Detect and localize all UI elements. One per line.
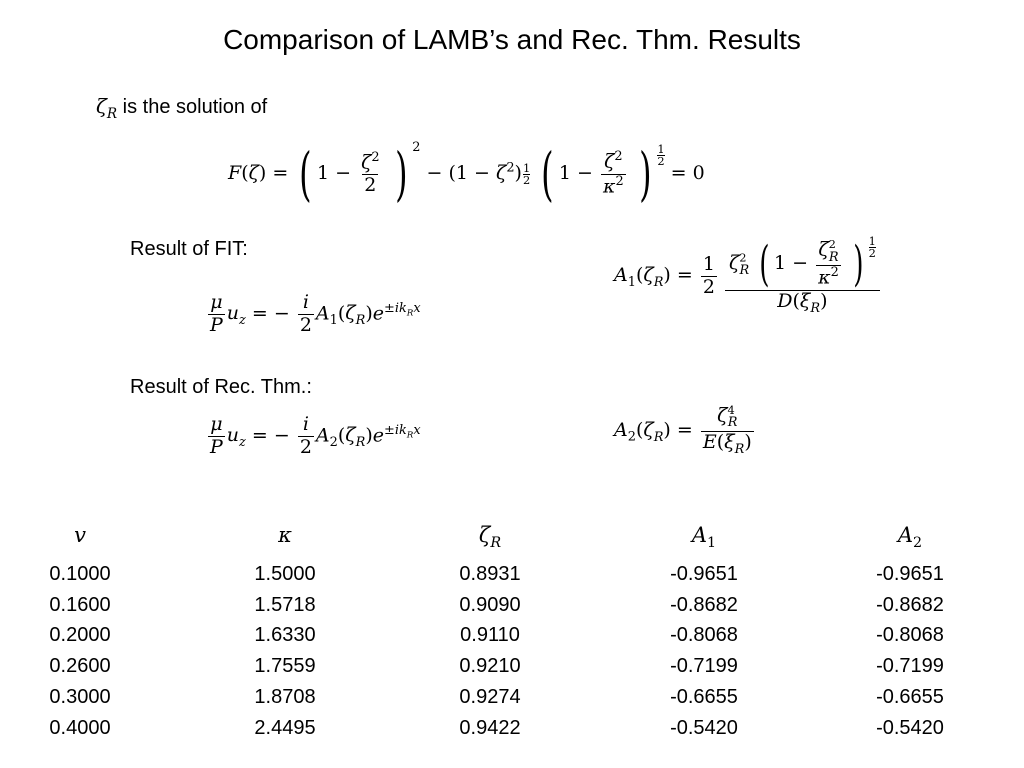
table-cell: -0.8682 <box>876 593 944 616</box>
table-cell: -0.7199 <box>670 655 738 678</box>
table-cell: 2.4495 <box>254 716 316 739</box>
table-cell: 0.9090 <box>459 593 521 616</box>
table-cell: 0.9210 <box>459 655 521 678</box>
table-cell: 1.6330 <box>254 624 316 647</box>
page-title: Comparison of LAMB’s and Rec. Thm. Results <box>223 24 801 55</box>
table-cell: 0.2600 <box>49 655 111 678</box>
table-cell: 0.9274 <box>459 685 521 708</box>
intro-line <box>96 94 267 122</box>
table-cell: -0.5420 <box>670 716 738 739</box>
column-kappa <box>235 520 335 744</box>
a1-equation: $A_1(\zeta_R)$ = $\frac{1}{2}$ $\zeta^2_R$ ( 1 − $\frac{\zeta^2_R}{\kappa^2}$ ) $\frac{1}{2}$ $D(\xi_R)$ <box>614 236 880 316</box>
header-subscript: 2 <box>913 535 923 552</box>
table-cell: -0.9651 <box>876 562 944 585</box>
table-cell: 1.5000 <box>254 562 316 585</box>
table-cell: 0.8931 <box>459 562 521 585</box>
table-cell: -0.5420 <box>876 716 944 739</box>
table-cell: 1.8708 <box>254 685 316 708</box>
rec-label: Result of Rec. Thm.: <box>130 376 312 398</box>
header-subscript: R <box>490 535 502 552</box>
table-cell: -0.9651 <box>670 562 738 585</box>
column-a2 <box>860 520 960 744</box>
a2-equation: $A_2(\zeta_R)$ = $\frac{\zeta^4_R}{E(\xi_R)}$ <box>614 403 752 457</box>
table-cell: 0.2000 <box>49 624 111 647</box>
table-cell: -0.6655 <box>876 685 944 708</box>
table-cell: 0.9422 <box>459 716 521 739</box>
table-cell: 0.4000 <box>49 716 111 739</box>
table-cell: -0.8068 <box>876 624 944 647</box>
table-cell: -0.8682 <box>670 593 738 616</box>
column-zeta-r <box>440 520 540 744</box>
column-nu <box>30 520 130 744</box>
table-cell: -0.6655 <box>670 685 738 708</box>
column-header: $A_2$ <box>897 523 923 552</box>
fit-displacement-equation: $\frac{\mu}{P}$ $u_z$ = − $\frac{i}{2}$ $A_1(\zeta_R)e^{\pm ik_Rx}$ <box>210 291 421 336</box>
header-subscript: 1 <box>707 535 717 552</box>
table-cell: 0.3000 <box>49 685 111 708</box>
column-a1 <box>654 520 754 744</box>
column-header: κ <box>278 523 292 547</box>
table-cell: 1.7559 <box>254 655 316 678</box>
table-cell: 1.5718 <box>254 593 316 616</box>
table-cell: 0.9110 <box>460 624 520 647</box>
rec-displacement-equation: $\frac{\mu}{P}$ $u_z$ = − $\frac{i}{2}$ $A_2(\zeta_R)e^{\pm ik_Rx}$ <box>210 413 421 458</box>
column-header: $\zeta_R$ <box>478 523 502 552</box>
fit-label: Result of FIT: <box>130 238 248 260</box>
intro-text: is the solution of <box>122 96 268 118</box>
table-cell: -0.7199 <box>876 655 944 678</box>
column-header: v <box>74 523 86 547</box>
column-header: $A_1$ <box>691 523 717 552</box>
table-cell: 0.1600 <box>49 593 111 616</box>
zeta-r-symbol: $\zeta_R$ <box>96 94 118 122</box>
characteristic-equation: F(ζ) = ( 1 − $\frac{\zeta^2}{2}$ ) $^2 - (1 - \zeta^2)$ $\frac{1}{2}$ ( 1 − $\frac{\zeta^2}{\kappa^2}$ ) $\frac{1}{2}$ = 0 <box>228 140 705 208</box>
table-cell: 0.1000 <box>49 562 111 585</box>
table-cell: -0.8068 <box>670 624 738 647</box>
